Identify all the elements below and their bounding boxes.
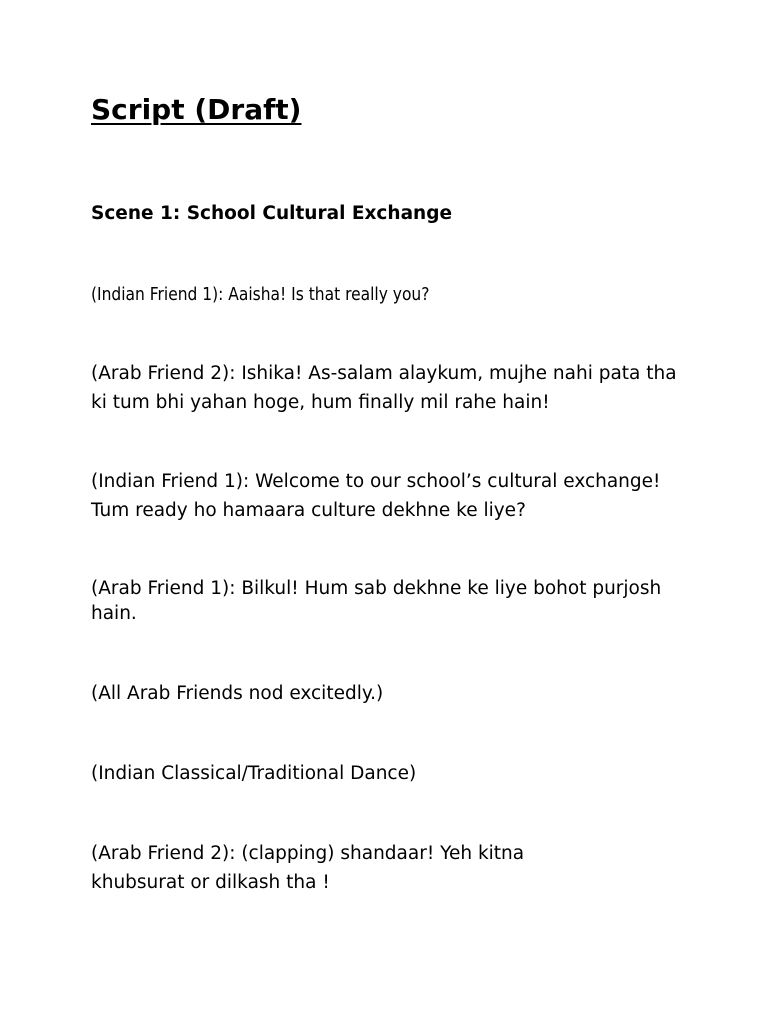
dialogue-line: (Arab Friend 1): Bilkul! Hum sab dekhne ke liye bohot purjosh hain. [91, 578, 662, 624]
document-title: Script (Draft) [91, 93, 302, 126]
dialogue-line: (Indian Friend 1): Welcome to our school’s cultural exchange! Tum ready ho hamaara culture dekhne ke liye? [91, 471, 661, 521]
dialogue-line: (Indian Friend 1): Aaisha! Is that really you? [91, 284, 430, 305]
scene-heading: Scene 1: School Cultural Exchange [91, 203, 453, 224]
stage-direction: (All Arab Friends nod excitedly.) [91, 683, 384, 704]
dialogue-line: (Arab Friend 2): Ishika! As-salam alaykum, mujhe nahi pata tha ki tum bhi yahan hoge, hum finally mil rahe hain! [91, 363, 677, 413]
stage-direction: (Indian Classical/Traditional Dance) [91, 763, 417, 784]
dialogue-line: (Arab Friend 2): (clapping) shandaar! Yeh kitna khubsurat or dilkash tha ! [91, 843, 525, 893]
